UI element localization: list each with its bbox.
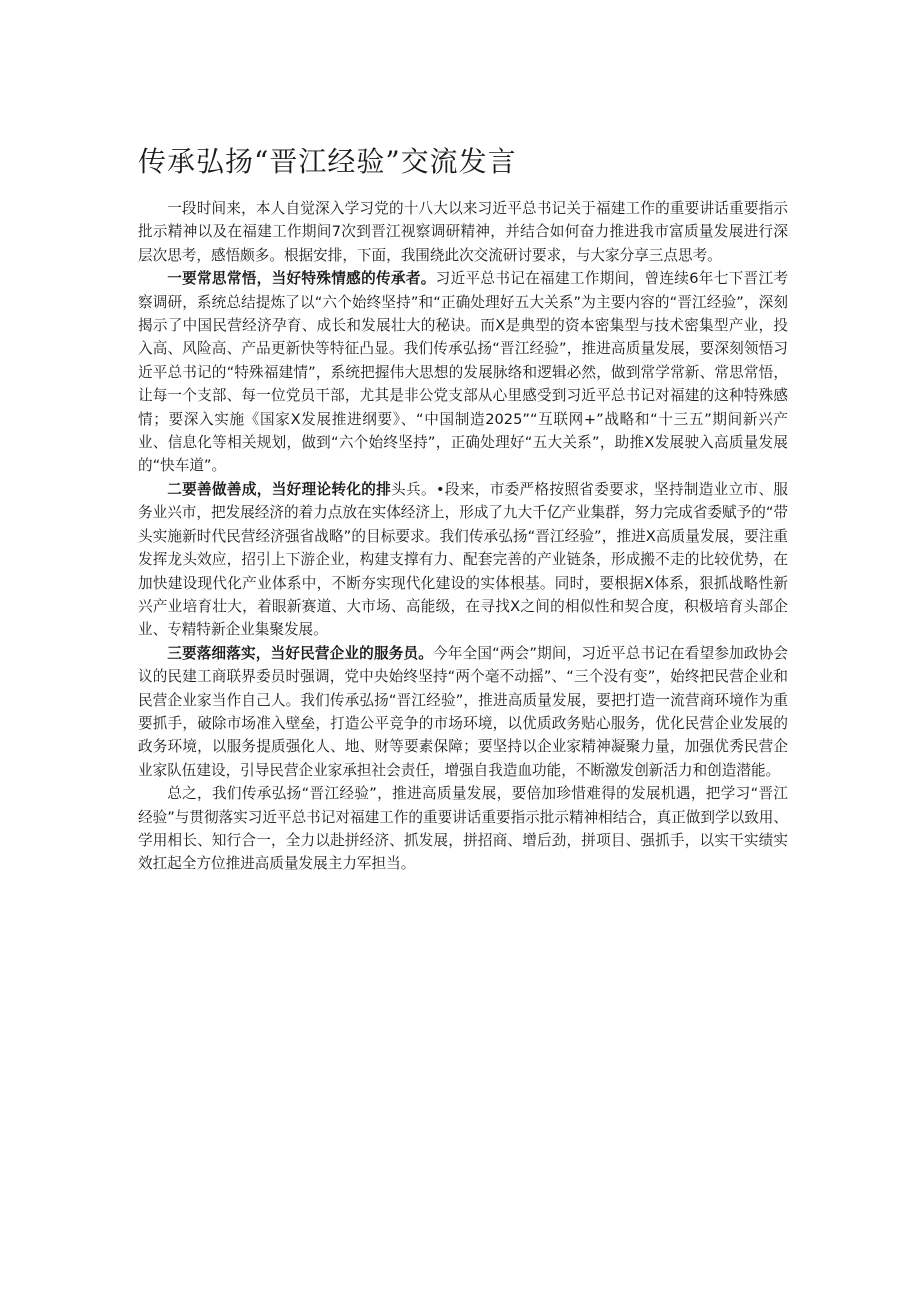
paragraph-point-two-heading: 二要善做善成，当好理论转化的排 xyxy=(167,480,392,498)
paragraph-intro-text: 一段时间来，本人自觉深入学习党的十八大以来习近平总书记关于福建工作的重要讲话重要指示批示精神以及在福建工作期间7次到晋江视察调研精神，并结合如何奋力推进我市富质量发展进行深层次思考，感悟颇多。根据安排，下面，我围绕此次交流研讨要求，与大家分享三点思考。 xyxy=(138,200,788,264)
paragraph-conclusion xyxy=(138,782,788,876)
paragraph-point-one xyxy=(138,267,788,478)
paragraph-point-two-text: 头兵。•段来，市委严格按照省委要求，坚持制造业立市、服务业兴市，把发展经济的着力点放在实体经济上，形成了九大千亿产业集群，努力完成省委赋予的“带头实施新时代民营经济强省战略”的目标要求。我们传承弘扬“晋江经验”，推进X高质量发展，要注重发挥龙头效应，招引上下游企业，构建支撑有力、配套完善的产业链条，形成搬不走的比较优势，在加快建设现代化产业体系中，不断夯实现代化建设的实体根基。同时，要根据X体系，狠抓战略性新兴产业培育壮大，着眼新赛道、大市场、高能级，在寻找X之间的相似性和契合度，积极培育头部企业、专精特新企业集聚发展。 xyxy=(138,480,788,639)
paragraph-point-one-text: 习近平总书记在福建工作期间，曾连续6年七下晋江考察调研，系统总结提炼了以“六个始终坚持”和“正确处理好五大关系”为主要内容的“晋江经验”，深刻揭示了中国民营经济孕育、成长和发展壮大的秘诀。而X是典型的资本密集型与技术密集型产业，投入高、风险高、产品更新快等特征凸显。我们传承弘扬“晋江经验”，推进高质量发展，要深刻领悟习近平总书记的“特殊福建情”，系统把握伟大思想的发展脉络和逻辑必然，做到常学常新、常思常悟，让每一个支部、每一位党员干部，尤其是非公党支部从心里感受到习近平总书记对福建的这种特殊感情；要深入实施《国家X发展推进纲要》、“中国制造2025”“互联网+”战略和“十三五”期间新兴产业、信息化等相关规划，做到“六个始终坚持”，正确处理好“五大关系”，助推X发展驶入高质量发展的“快车道”。 xyxy=(138,270,788,475)
paragraph-intro xyxy=(138,197,788,267)
paragraph-conclusion-text: 总之，我们传承弘扬“晋江经验”，推进高质量发展，要倍加珍惜难得的发展机遇，把学习“晋江经验”与贯彻落实习近平总书记对福建工作的重要讲话重要指示批示精神相结合，真正做到学以致用、学用相长、知行合一，全力以赴拼经济、抓发展，拼招商、增后劲，拼项目、强抓手，以实干实绩实效扛起全方位推进高质量发展主力军担当。 xyxy=(138,785,788,873)
paragraph-point-two xyxy=(138,478,788,642)
paragraph-point-three xyxy=(138,642,788,782)
paragraph-point-three-text: 今年全国“两会”期间，习近平总书记在看望参加政协会议的民建工商联界委员时强调，党中央始终坚持“两个毫不动摇”、“三个没有变”，始终把民营企业和民营企业家当作自己人。我们传承弘扬“晋江经验”，推进高质量发展，要把打造一流营商环境作为重要抓手，破除市场准入壁垒，打造公平竞争的市场环境，以优质政务贴心服务，优化民营企业发展的政务环境，以服务提质强化人、地、财等要素保障；要坚持以企业家精神凝聚力量，加强优秀民营企业家队伍建设，引导民营企业家承担社会责任，增强自我造血功能，不断激发创新活力和创造潜能。 xyxy=(138,644,788,779)
document-title: 传承弘扬“晋江经验”交流发言 xyxy=(138,145,517,178)
paragraph-point-one-heading: 一要常思常悟，当好特殊情感的传承者。 xyxy=(167,270,436,288)
paragraph-point-three-heading: 三要落细落实，当好民营企业的服务员。 xyxy=(167,644,434,662)
document-body xyxy=(138,197,788,876)
